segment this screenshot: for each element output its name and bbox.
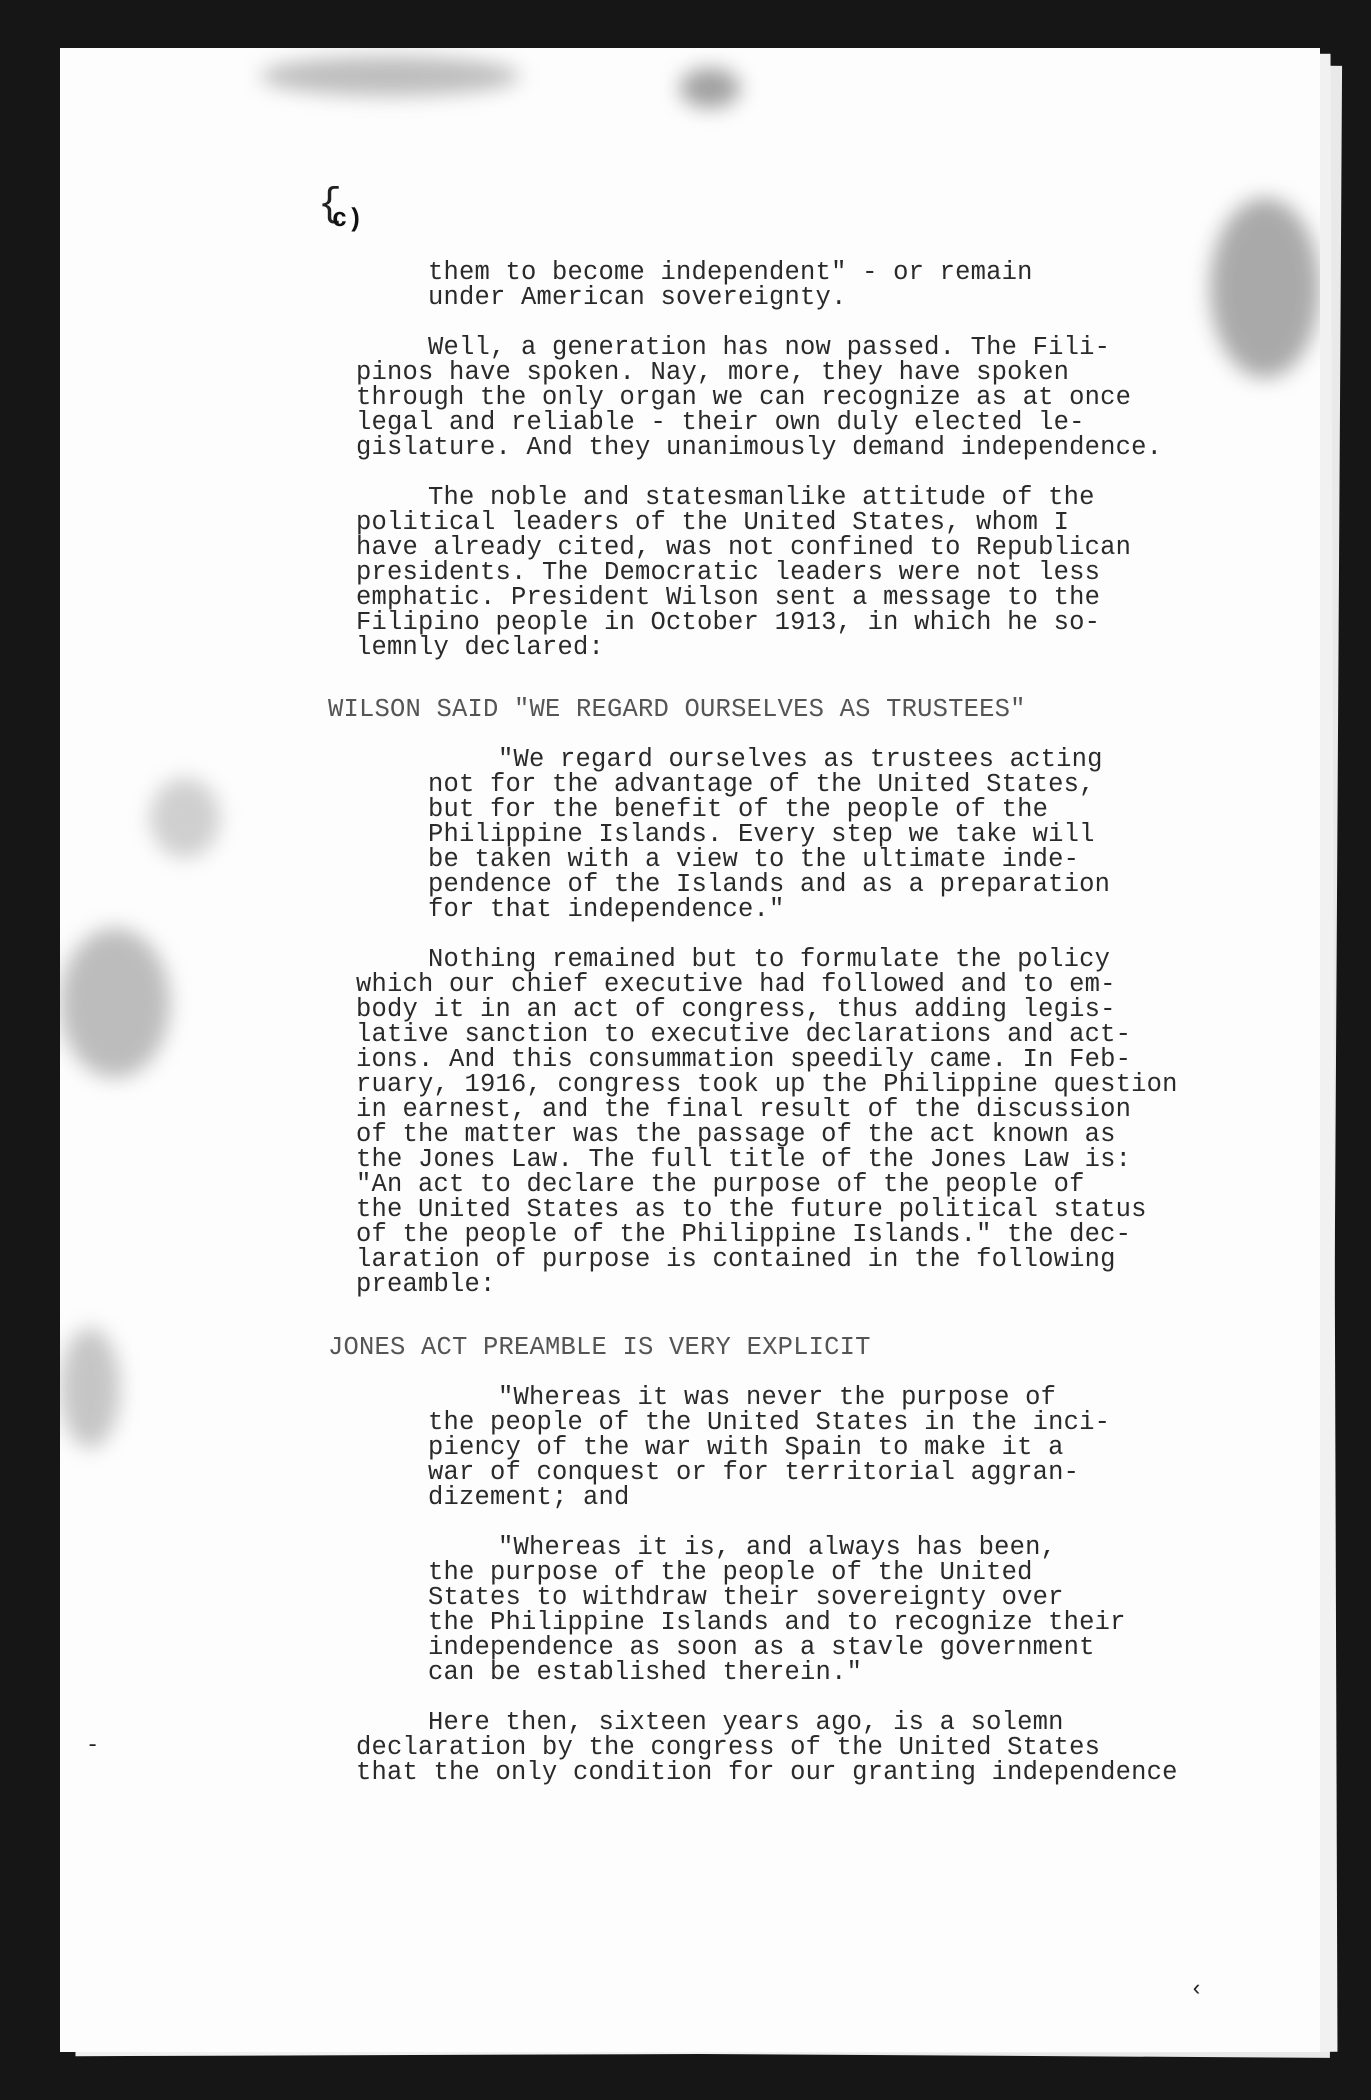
text-line: Filipino people in October 1913, in which he so- (356, 608, 1101, 637)
text-line: body it in an act of congress, thus adding legis- (356, 995, 1116, 1024)
text-line: laration of purpose is contained in the following (356, 1245, 1116, 1274)
text-line: legal and reliable - their own duly elected le- (356, 408, 1085, 437)
text-line: war of conquest or for territorial aggran- (428, 1458, 1080, 1487)
text-line: through the only organ we can recognize as at once (356, 383, 1132, 412)
text-line: political leaders of the United States, whom I (356, 508, 1070, 537)
text-line: dizement; and (428, 1483, 630, 1512)
text-line: have already cited, was not confined to Republican (356, 533, 1132, 562)
text-line: presidents. The Democratic leaders were not less (356, 558, 1101, 587)
text-line: emphatic. President Wilson sent a message to the (356, 583, 1101, 612)
text-line: lative sanction to executive declarations and act- (356, 1020, 1132, 1049)
margin-comma-mark: ‹ (1190, 1977, 1204, 2002)
text-line: the purpose of the people of the United (428, 1558, 1033, 1587)
text-line: Here then, sixteen years ago, is a solemn (428, 1708, 1064, 1737)
text-line: Philippine Islands. Every step we take will (428, 820, 1095, 849)
text-line: the people of the United States in the inci- (428, 1408, 1111, 1437)
text-line: pinos have spoken. Nay, more, they have spoken (356, 358, 1070, 387)
left-bracket-mark: { (318, 183, 343, 228)
text-line: in earnest, and the final result of the discussion (356, 1095, 1132, 1124)
text-line: "Whereas it was never the purpose of (498, 1383, 1057, 1412)
text-line: independence as soon as a stavle government (428, 1633, 1095, 1662)
text-line: ions. And this consummation speedily came. In Feb- (356, 1045, 1132, 1074)
text-line: lemnly declared: (356, 633, 605, 662)
text-line: piency of the war with Spain to make it a (428, 1433, 1064, 1462)
text-line: Nothing remained but to formulate the policy (428, 945, 1111, 974)
text-line: declaration by the congress of the United States (356, 1733, 1101, 1762)
text-line: for that independence." (428, 895, 785, 924)
text-line: which our chief executive had followed and to em- (356, 970, 1116, 999)
text-line: ruary, 1916, congress took up the Philippine question (356, 1070, 1178, 1099)
text-line: the Philippine Islands and to recognize their (428, 1608, 1126, 1637)
page-marker: c) (332, 205, 364, 234)
text-line: that the only condition for our granting independence (356, 1758, 1178, 1787)
text-line: gislature. And they unanimously demand independence. (356, 433, 1163, 462)
text-line: not for the advantage of the United States, (428, 770, 1095, 799)
text-line: of the matter was the passage of the act known as (356, 1120, 1116, 1149)
text-line: be taken with a view to the ultimate inde- (428, 845, 1080, 874)
section-heading-jones: JONES ACT PREAMBLE IS VERY EXPLICIT (328, 1333, 871, 1362)
margin-dash-mark: - (86, 1733, 100, 1758)
text-line: "We regard ourselves as trustees acting (498, 745, 1103, 774)
text-line: "Whereas it is, and always has been, (498, 1533, 1057, 1562)
text-line: States to withdraw their sovereignty over (428, 1583, 1064, 1612)
section-heading-wilson: WILSON SAID "WE REGARD OURSELVES AS TRUSTEES" (328, 695, 1026, 724)
document-text (60, 48, 1320, 2052)
text-line: Well, a generation has now passed. The Fili- (428, 333, 1111, 362)
text-line: pendence of the Islands and as a preparation (428, 870, 1111, 899)
text-line: can be established therein." (428, 1658, 863, 1687)
text-line: preamble: (356, 1270, 496, 1299)
text-line: them to become independent" - or remain (428, 258, 1033, 287)
text-line: of the people of the Philippine Islands." the dec- (356, 1220, 1132, 1249)
text-line: the United States as to the future political status (356, 1195, 1147, 1224)
text-line: the Jones Law. The full title of the Jones Law is: (356, 1145, 1132, 1174)
text-line: The noble and statesmanlike attitude of the (428, 483, 1095, 512)
text-line: under American sovereignty. (428, 283, 847, 312)
typewritten-page (60, 48, 1320, 2052)
text-line: but for the benefit of the people of the (428, 795, 1049, 824)
text-line: "An act to declare the purpose of the people of (356, 1170, 1085, 1199)
